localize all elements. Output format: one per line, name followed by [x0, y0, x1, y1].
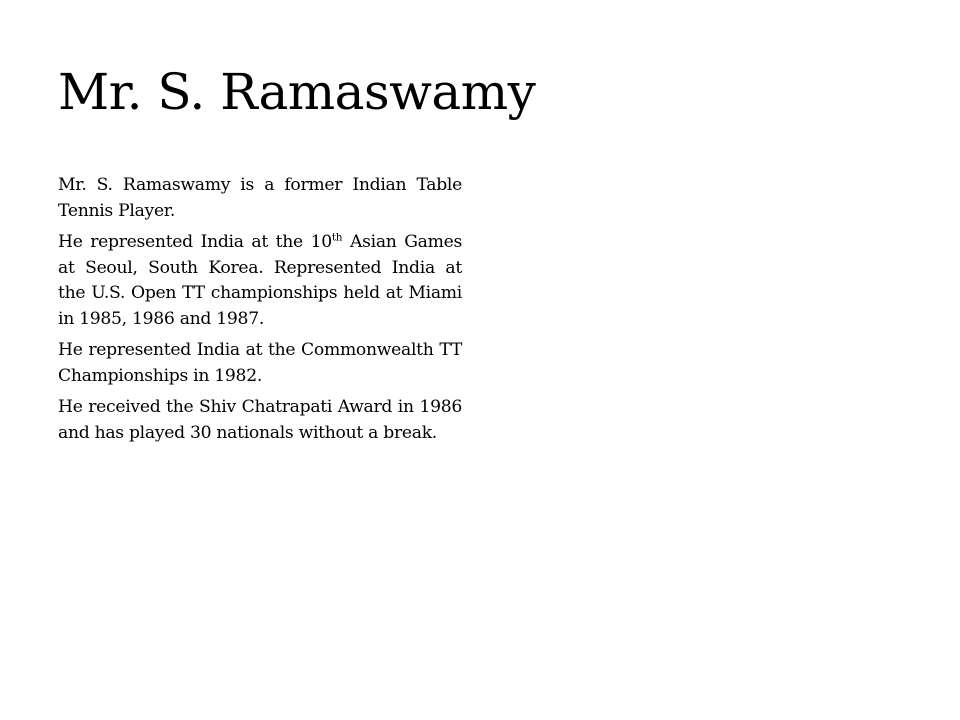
paragraph-intro: Mr. S. Ramaswamy is a former Indian Table Tennis Player.	[58, 175, 462, 221]
ordinal-suffix: th	[331, 231, 343, 244]
paragraph-asian-games-text-end: Asian Games at Seoul, South Korea. Represented India at the U.S. Open TT championships held at Miami in 1985, 1986 and 1987.	[58, 232, 463, 329]
paragraph-asian-games-text-start: He represented India at the 10	[58, 232, 332, 252]
slide-body	[58, 173, 462, 452]
paragraph-award: He received the Shiv Chatrapati Award in 1986 and has played 30 nationals without a break.	[58, 397, 462, 443]
paragraph-commonwealth: He represented India at the Commonwealth TT Championships in 1982.	[58, 340, 462, 386]
slide-title: Mr. S. Ramaswamy	[58, 63, 536, 121]
paragraph-asian-games	[58, 230, 462, 332]
